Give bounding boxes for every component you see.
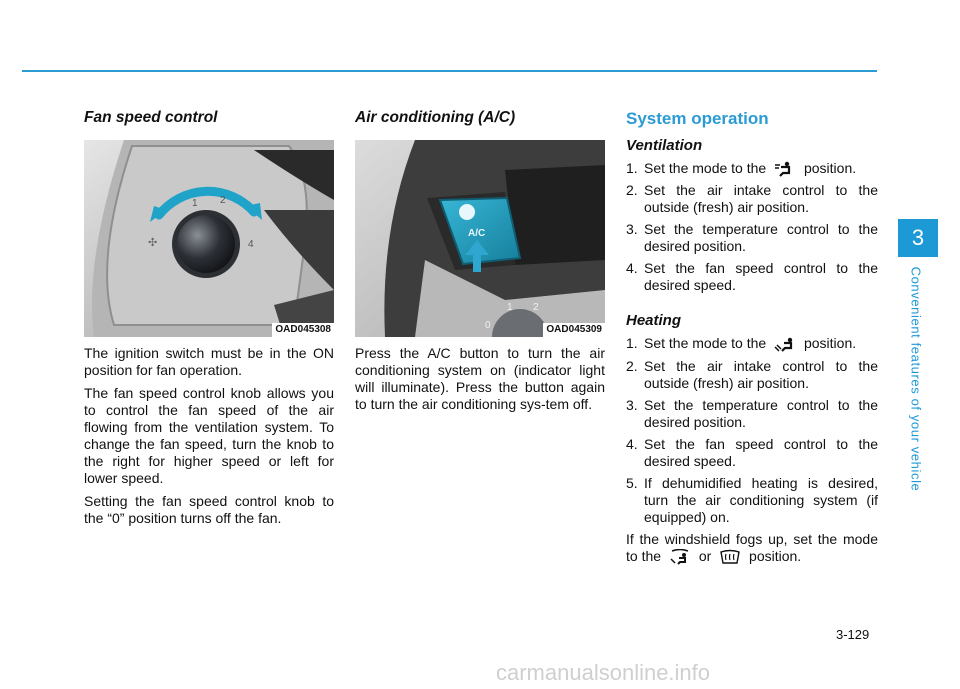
ventilation-heading: Ventilation bbox=[626, 137, 703, 154]
fan-speed-section bbox=[84, 108, 334, 533]
heating-heading: Heating bbox=[626, 312, 682, 330]
fan-knob-illustration bbox=[84, 140, 334, 337]
list-item: 1. Set the mode to the position. bbox=[626, 335, 857, 352]
ac-paragraph: Press the A/C button to turn the air conditioning system on (indicator light will illuminate). Press the button again to turn the air conditioning sys-tem off. bbox=[355, 345, 605, 412]
floor-vent-icon bbox=[774, 337, 796, 353]
ac-button-illustration bbox=[355, 140, 605, 337]
chapter-title-sidebar bbox=[904, 265, 928, 493]
floor-defrost-icon bbox=[669, 549, 691, 565]
ventilation-steps bbox=[626, 160, 878, 294]
ac-knob-label-1: 1 bbox=[507, 302, 513, 313]
heating-steps bbox=[626, 335, 878, 525]
ac-figure bbox=[355, 140, 605, 337]
fan-paragraph-3: Setting the fan speed control knob to the “0” position turns off the fan. bbox=[84, 493, 334, 526]
list-item: 1. Set the mode to the position. bbox=[626, 160, 857, 176]
ac-button-label: A/C bbox=[468, 228, 486, 239]
chapter-title: Convenient features of your vehicle bbox=[908, 266, 924, 492]
list-item: 3. Set the temperature control to the desired position. bbox=[626, 396, 878, 430]
ac-knob-label-2: 2 bbox=[533, 302, 539, 313]
fan-paragraph-1: The ignition switch must be in the ON position for fan operation. bbox=[84, 345, 334, 378]
page-number: 3-129 bbox=[836, 627, 870, 642]
svg-text:4: 4 bbox=[248, 239, 254, 250]
list-item: 4. Set the fan speed control to the desired speed. bbox=[626, 435, 878, 469]
list-item: 5. If dehumidified heating is desired, turn the air conditioning system (if equipped) on. bbox=[626, 474, 878, 525]
svg-text:1: 1 bbox=[192, 198, 198, 209]
figure-caption: OAD045309 bbox=[543, 323, 605, 337]
watermark: carmanualsonline.info bbox=[496, 660, 711, 685]
defrost-icon bbox=[719, 549, 741, 565]
chapter-number: 3 bbox=[911, 225, 925, 250]
fan-speed-heading: Fan speed control bbox=[84, 109, 218, 126]
list-item: 2. Set the air intake control to the outside (fresh) air position. bbox=[626, 357, 878, 391]
list-item: 2. Set the air intake control to the outside (fresh) air position. bbox=[626, 182, 878, 216]
list-item: 4. Set the fan speed control to the desired speed. bbox=[626, 260, 878, 294]
ac-knob-label-0: 0 bbox=[485, 320, 491, 331]
fan-speed-figure bbox=[84, 140, 334, 337]
list-item: 3. Set the temperature control to the desired position. bbox=[626, 221, 878, 255]
system-operation-heading: System operation bbox=[626, 109, 769, 128]
system-operation-section bbox=[626, 108, 878, 571]
header-rule bbox=[22, 70, 877, 72]
figure-caption: OAD045308 bbox=[272, 323, 334, 337]
chapter-tab bbox=[898, 219, 938, 257]
face-vent-icon bbox=[774, 161, 796, 177]
fan-paragraph-2: The fan speed control knob allows you to control the fan speed of the air flowing from the ventilation system. To change the fan speed, turn the knob to the right for higher speed or left for lower speed. bbox=[84, 385, 334, 486]
svg-text:✣: ✣ bbox=[148, 236, 158, 249]
windshield-note: If the windshield fogs up, set the mode to the or position. bbox=[626, 530, 878, 564]
ac-section bbox=[355, 108, 605, 419]
ac-heading: Air conditioning (A/C) bbox=[355, 109, 516, 126]
svg-text:2: 2 bbox=[220, 195, 226, 206]
